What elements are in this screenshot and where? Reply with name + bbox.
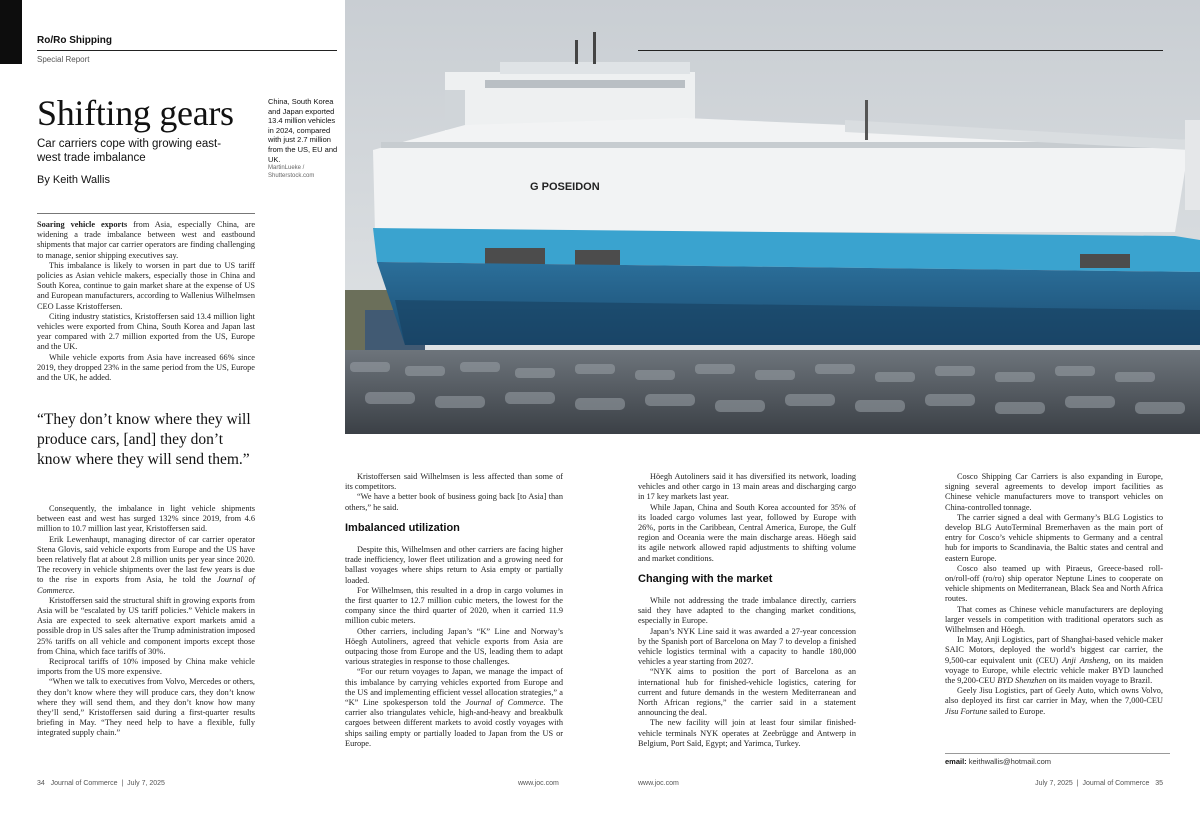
date-left: July 7, 2025 [127, 780, 165, 787]
text-run: . [72, 585, 75, 595]
paragraph [945, 686, 1163, 717]
paragraph [345, 667, 563, 749]
photo-caption [268, 97, 338, 180]
vessel-name: BYD Shenzhen [997, 676, 1047, 686]
text-run: , on its maiden voyage to Europe, while electric vehicle maker BYD launched the 9,200-CEU [945, 655, 1163, 686]
section-tag-left: Ro/Ro Shipping [37, 35, 112, 46]
paragraph: The new facility will join at least four similar finished-vehicle terminals NYK operates at Zeebrügge and Antwerp in Belgium, Port Saïd, Egypt; and Yarimca, Turkey. [638, 718, 856, 748]
publication-left: Journal of Commerce [50, 780, 118, 787]
pull-quote: “They don’t know where they will produce cars, [and] they don’t know where they will send them.” [37, 411, 251, 468]
car-carrier-photo [345, 0, 1200, 434]
paragraph: Kristoffersen said Wilhelmsen is less affected than some of its competitors. [345, 472, 563, 492]
paragraph: For Wilhelmsen, this resulted in a drop in cargo volumes in the first quarter to 12.7 million cubic meters, the lowest for the company since the third quarter of 2020, when it carried 11.9 million cubic meters. [345, 585, 563, 626]
footer-url-right[interactable]: www.joc.com [638, 780, 679, 787]
article-headline: Shifting gears [37, 93, 234, 133]
text-run: sailed to Europe. [987, 706, 1046, 716]
left-page-tab [0, 0, 22, 64]
email-rule [945, 753, 1170, 754]
paragraph: While Japan, China and South Korea accounted for 35% of its loaded cargo volumes last year, followed by Europe with 26%, ports in the Caribbean, Central America, Europe, the Gulf region and Oceania were the main discharge areas. Höegh said its agile network allowed rapid adjustments to shifting volume and market conditions. [638, 502, 856, 563]
paragraph [945, 635, 1163, 686]
column-3 [638, 472, 856, 749]
paragraph: Kristoffersen said the structural shift in growing exports from Asia will be “escalated by US tariff policies.” Vehicle makers in Asia are expected to seek alternative export markets amid a possible drop in US sales after the Trump administration imposed 25% tariffs on all vehicle and component imports except those from China, which face tariffs of 30%. [37, 595, 255, 656]
ship-illustration [345, 0, 1200, 434]
photo-credit: MartinLueke / Shutterstock.com [268, 165, 315, 179]
paragraph: While vehicle exports from Asia have increased 66% since 2019, they dropped 23% in the same period from the US, Europe and the UK, he added. [37, 352, 255, 383]
publication-name: Journal of Commerce [37, 575, 255, 595]
page-number-right: 35 [1155, 780, 1163, 787]
header-rule-right [638, 50, 1163, 51]
vessel-name: Anji Ansheng [1062, 655, 1109, 665]
paragraph: Cosco Shipping Car Carriers is also expanding in Europe, signing several agreements to develop import facilities as Chinese vehicle manufacturers move to transport vehicles on China-controlled tonnage. [945, 472, 1163, 512]
text-run: on its maiden voyage to Brazil. [1046, 676, 1153, 686]
ship-name-text: G POSEIDON [530, 181, 600, 193]
publication-right: Journal of Commerce [1082, 780, 1150, 787]
paragraph: Cosco also teamed up with Piraeus, Greece-based roll-on/roll-off (ro/ro) ship operator Neptune Lines to cooperate on vehicle shipments on Mediterranean, Black Sea and North Africa routes. [945, 563, 1163, 604]
column-4 [945, 472, 1163, 717]
paragraph: Höegh Autoliners said it has diversified its network, loading vehicles and other cargo in 13 main areas and discharging cargo in 17 key markets last year. [638, 472, 856, 502]
paragraph: Citing industry statistics, Kristoffersen said 13.4 million light vehicles were exported from China, South Korea and Japan last year compared with 2.7 million exported from the US, Europe and the UK. [37, 311, 255, 352]
lead-paragraph [37, 220, 255, 261]
article-deck: Car carriers cope with growing east-west trade imbalance [37, 138, 222, 164]
text-run: In May, Anji Logistics, part of Shanghai-based vehicle maker SAIC Motors, deployed the world’s biggest car carrier, the 9,500-car equivalent unit (CEU) [945, 635, 1163, 665]
column-2 [345, 472, 563, 749]
footer-url-left[interactable]: www.joc.com [518, 780, 559, 787]
paragraph: Japan’s NYK Line said it was awarded a 27-year concession by the Spanish port of Barcelona on May 7 to develop a finished vehicle logistics terminal with a capacity to handle 180,000 vehicles a year starting from 2027. [638, 626, 856, 667]
article-byline: By Keith Wallis [37, 174, 110, 186]
paragraph [37, 535, 255, 596]
footer-right: July 7, 2025 | Journal of Commerce 35 [1035, 780, 1163, 787]
paragraph: Other carriers, including Japan’s “K” Line and Norway’s Höegh Autoliners, agreed that vehicle exports from Asia are outpacing those from Europe and the US, leading them to adapt various strategies in response to those challenges. [345, 626, 563, 667]
column-1-top [37, 220, 255, 383]
paragraph: While not addressing the trade imbalance directly, carriers said they have adapted to the changing market conditions, especially in Europe. [638, 596, 856, 626]
paragraph: Consequently, the imbalance in light vehicle shipments between east and west has surged 132% since 2019, from 4.6 million to 10.7 million last year, Kristoffersen said. [37, 504, 255, 534]
paragraph: “NYK aims to position the port of Barcelona as an international hub for finished-vehicle logistics, catering for current and future demands in the western Mediterranean and North African regions,” the carrier said in a statement announcing the deal. [638, 667, 856, 718]
page-number-left: 34 [37, 780, 45, 787]
paragraph: The carrier signed a deal with Germany’s BLG Logistics to develop BLG AutoTerminal Bremerhaven as the main port of entry for Cosco’s vehicle shipments to Germany and a central hub for imports to Scandinavia, the Baltic states and central and eastern Europe. [945, 512, 1163, 563]
lead-rest-text: from Asia, especially China, are widening a trade imbalance between west and eastbound shipments that major car carrier operators are finding challenging to manage, senior shipping executives say. [37, 220, 256, 260]
paragraph: “We have a better book of business going back [to Asia] than others,” he said. [345, 492, 563, 512]
text-run: Erik Lewenhaupt, managing director of car carrier operator Stena Glovis, said vehicle exports from Europe and the US have been relatively flat at about 2.8 million units per year since 2020. The recovery in vehicle shipments over the last few years is due to the rise in exports from Asia, he told the [37, 534, 255, 585]
subhead-changing-with-market: Changing with the market [638, 572, 773, 585]
text-run: Geely Jisu Logistics, part of Geely Auto, which owns Volvo, also deployed its first car carrier in May, when the 7,000-CEU [945, 686, 1163, 706]
intro-rule [37, 213, 255, 214]
paragraph: This imbalance is likely to worsen in part due to US tariff policies as Asian vehicle makers, especially those in China and South Korea, continue to gain market share at the expense of US and European manufacturers, according to Wallenius Wilhelmsen CEO Lasse Kristoffersen. [37, 260, 255, 311]
paragraph: “When we talk to executives from Volvo, Mercedes or others, they don’t know where they will produce cars, they don’t know where they will send them, and they don’t know how many they’ll send,” Kristoffersen said during a first-quarter results briefing in May. “They need help to have a flexible, fully integrated supply chain.” [37, 677, 255, 738]
paragraph: That comes as Chinese vehicle manufacturers are deploying larger vessels in competition with traditional operators such as Wilhelmsen and Höegh. [945, 604, 1163, 635]
column-1-bottom [37, 504, 255, 739]
footer-left: 34 Journal of Commerce | July 7, 2025 [37, 780, 165, 787]
email-label: email: [945, 757, 967, 766]
photo-caption-text: China, South Korea and Japan exported 13.4 million vehicles in 2024, compared with just 2.7 million from the US, EU and UK. [268, 97, 338, 164]
date-right: July 7, 2025 [1035, 780, 1073, 787]
email-link[interactable]: keithwallis@hotmail.com [968, 757, 1052, 766]
vessel-name: Jisu Fortune [945, 706, 988, 716]
subhead-imbalanced-utilization: Imbalanced utilization [345, 521, 460, 534]
text-run: . The carrier also triangulates vehicle, high-and-heavy and breakbulk cargoes between different markets to avoid costly voyages with ships sailing empty or partially loaded to Japan from the US or Europe. [345, 698, 563, 748]
text-run: “For our return voyages to Japan, we manage the impact of this imbalance by carrying vehicles exported from Europe and the US and implementing efficient vessel allocation strategies,” a “K” Line spokesperson told the [345, 667, 563, 708]
author-email [945, 757, 1051, 766]
paragraph: Despite this, Wilhelmsen and other carriers are facing higher trade inefficiency, lower fleet utilization and a growing need for ballast voyages where ships return to Asia empty or partially loaded. [345, 545, 563, 585]
publication-name: Journal of Commerce [465, 698, 544, 708]
header-rule-left [37, 50, 337, 51]
special-report-left: Special Report [37, 55, 90, 64]
paragraph: Reciprocal tariffs of 10% imposed by China make vehicle imports from the US more expensive. [37, 657, 255, 677]
lead-bold-text: Soaring vehicle exports [37, 220, 128, 229]
